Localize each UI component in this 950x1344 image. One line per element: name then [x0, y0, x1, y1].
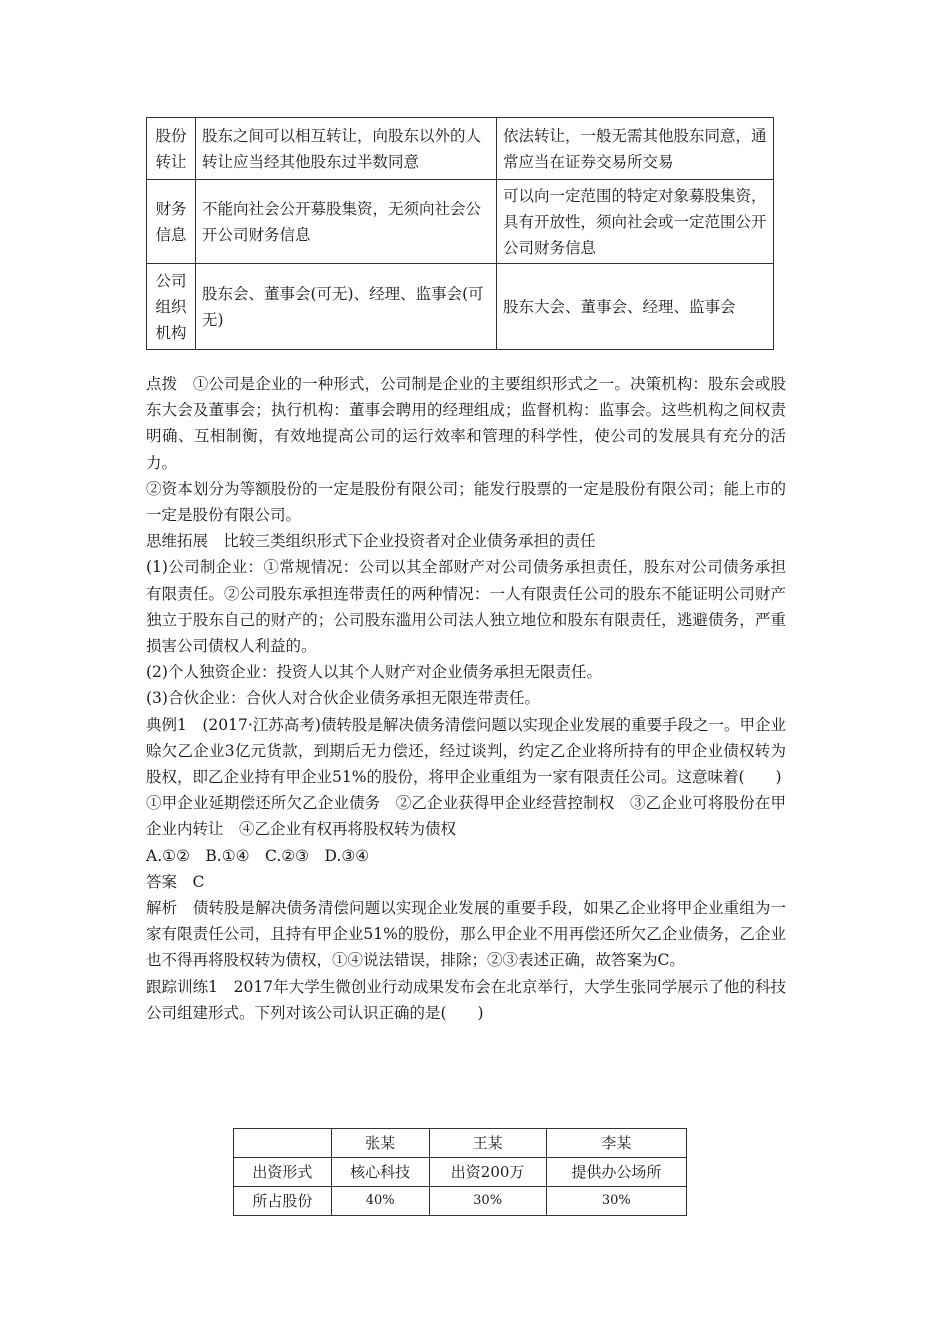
table-cell: 30% [429, 1187, 546, 1216]
example-stem: 典例1 (2017·江苏高考)债转股是解决债务清偿问题以实现企业发展的重要手段之一。甲企业赊欠乙企业3亿元货款，到期后无力偿还，经过谈判，约定乙企业将所持有的甲企业债权转为股权，即乙企业持有甲企业51%的股份，将甲企业重组为一家有限责任公司。这意味着( ) [146, 715, 786, 787]
siwei-paragraph-3: (3)合伙企业：合伙人对合伙企业债务承担无限连带责任。 [146, 689, 540, 708]
header-cell [234, 1129, 332, 1158]
siwei-paragraph-1: (1)公司制企业：①常规情况：公司以其全部财产对公司债务承担责任，股东对公司债务承担有限责任。②公司股东承担连带责任的两种情况：一人有限责任公司的股东不能证明公司财产独立于股东自己的财产的；公司股东滥用公司法人独立地位和股东有限责任，逃避债务，严重损害公司债权人利益的。 [146, 558, 786, 656]
table-cell: 出资形式 [234, 1158, 332, 1187]
table-row [147, 264, 774, 350]
dianbo-paragraph-1: 点拨 ①公司是企业的一种形式，公司制是企业的主要组织形式之一。决策机构：股东会或股东大会及董事会；执行机构：董事会聘用的经理组成；监督机构：监事会。这些机构之间权责明确、互相制衡，有效地提高公司的运行效率和管理的科学性，使公司的发展具有充分的活力。 [146, 375, 786, 472]
example-statements: ①甲企业延期偿还所欠乙企业债务 ②乙企业获得甲企业经营控制权 ③乙企业可将股份在甲企业内转让 ④乙企业有权再将股权转为债权 [146, 794, 786, 839]
ltd-cell: 股东会、董事会(可无)、经理、监事会(可无) [196, 264, 497, 350]
company-comparison-table [146, 117, 774, 350]
table-row [147, 118, 774, 180]
row-label-organization: 公司组织机构 [147, 264, 196, 350]
table-row [147, 180, 774, 264]
body-text [146, 371, 786, 1026]
table-cell: 30% [546, 1187, 686, 1216]
table-header-row [234, 1129, 687, 1158]
table-cell: 提供办公场所 [546, 1158, 686, 1187]
joint-stock-cell: 股东大会、董事会、经理、监事会 [497, 264, 774, 350]
header-cell: 李某 [546, 1129, 686, 1158]
table-cell: 40% [331, 1187, 429, 1216]
example-analysis: 解析 债转股是解决债务清偿问题以实现企业发展的重要手段，如果乙企业将甲企业重组为一家有限责任公司，且持有甲企业51%的股份，那么甲企业不用再偿还所欠乙企业债务，乙企业也不得再将股权转为债权，①④说法错误，排除；②③表述正确，故答案为C。 [146, 899, 786, 970]
table-row [234, 1187, 687, 1216]
siwei-paragraph-2: (2)个人独资企业：投资人以其个人财产对企业债务承担无限责任。 [146, 663, 602, 682]
joint-stock-cell: 依法转让，一般无需其他股东同意，通常应当在证券交易所交易 [497, 118, 774, 180]
example-choices: A.①② B.①④ C.②③ D.③④ [146, 846, 370, 865]
row-label-financial-info: 财务信息 [147, 180, 196, 264]
table-cell: 所占股份 [234, 1187, 332, 1216]
header-cell: 张某 [331, 1129, 429, 1158]
joint-stock-cell: 可以向一定范围的特定对象募股集资，具有开放性，须向社会或一定范围公开公司财务信息 [497, 180, 774, 264]
header-cell: 王某 [429, 1129, 546, 1158]
row-label-share-transfer: 股份转让 [147, 118, 196, 180]
training-stem: 跟踪训练1 2017年大学生微创业行动成果发布会在北京举行，大学生张同学展示了他的科技公司组建形式。下列对该公司认识正确的是( ) [146, 977, 786, 1022]
dianbo-paragraph-2: ②资本划分为等额股份的一定是股份有限公司；能发行股票的一定是股份有限公司；能上市的一定是股份有限公司。 [146, 479, 786, 525]
ltd-cell: 股东之间可以相互转让，向股东以外的人转让应当经其他股东过半数同意 [196, 118, 497, 180]
ltd-cell: 不能向社会公开募股集资，无须向社会公开公司财务信息 [196, 180, 497, 264]
table-row [234, 1158, 687, 1187]
example-answer: 答案 C [146, 872, 205, 891]
table-cell: 核心科技 [331, 1158, 429, 1187]
siwei-title: 思维拓展 比较三类组织形式下企业投资者对企业债务承担的责任 [146, 532, 596, 551]
investment-table [233, 1128, 687, 1216]
table-cell: 出资200万 [429, 1158, 546, 1187]
